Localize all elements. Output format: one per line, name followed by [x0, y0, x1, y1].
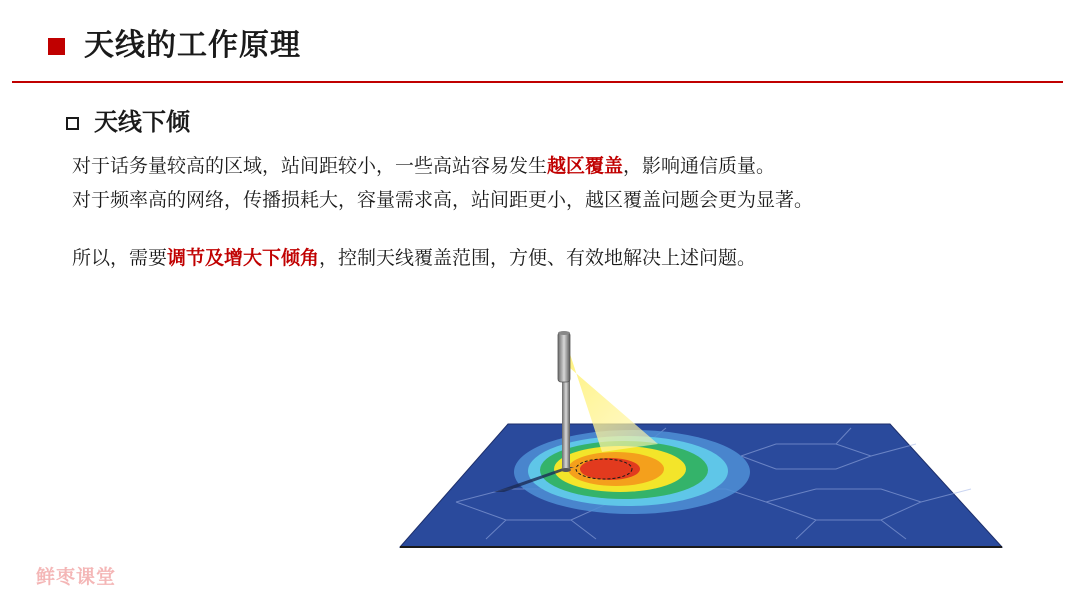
antenna-coverage-illustration [396, 324, 1008, 554]
paragraph-text: 对于频率高的网络，传播损耗大，容量需求高，站间距更小，越区覆盖问题会更为显著。 [72, 189, 814, 211]
highlight-text: 越区覆盖 [547, 155, 624, 177]
section-heading: 天线下倾 [94, 108, 190, 136]
paragraph-text: ，控制天线覆盖范围，方便、有效地解决上述问题。 [319, 247, 757, 269]
paragraph-solution [72, 244, 756, 272]
paragraph-text: 所以，需要 [72, 247, 168, 269]
paragraph-text: 对于话务量较高的区域，站间距较小，一些高站容易发生 [72, 155, 548, 177]
antenna-panel-icon [558, 332, 570, 382]
antenna-pole [562, 374, 570, 470]
watermark-logo: 鲜枣课堂 [36, 566, 117, 588]
antenna-coverage-svg [396, 324, 1008, 554]
page-title: 天线的工作原理 [84, 28, 301, 63]
highlight-text: 调节及增大下倾角 [167, 247, 320, 269]
title-marker-icon [48, 38, 65, 55]
paragraph-high-frequency [72, 186, 813, 214]
paragraph-text: ，影响通信质量。 [623, 155, 776, 177]
paragraph-overshoot [72, 152, 775, 180]
title-divider [12, 81, 1063, 83]
hollow-square-icon [66, 117, 79, 130]
